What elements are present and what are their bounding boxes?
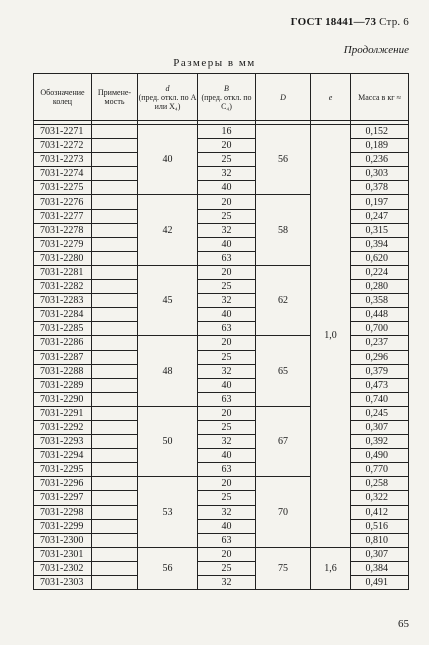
table-row	[34, 139, 409, 153]
ring-code-cell: 7031-2284	[34, 308, 92, 322]
mass-cell: 0,307	[351, 547, 409, 561]
header-b	[198, 74, 256, 121]
ring-code-cell: 7031-2286	[34, 336, 92, 350]
header-d	[138, 74, 198, 121]
application-cell	[92, 547, 138, 561]
ring-code-cell: 7031-2275	[34, 181, 92, 195]
application-cell	[92, 463, 138, 477]
ring-code-cell: 7031-2291	[34, 406, 92, 420]
application-cell	[92, 265, 138, 279]
mass-cell: 0,258	[351, 477, 409, 491]
application-cell	[92, 322, 138, 336]
d-cell: 42	[138, 195, 198, 265]
table-row	[34, 125, 409, 139]
b-cell: 20	[198, 477, 256, 491]
b-cell: 32	[198, 435, 256, 449]
table-row	[34, 336, 409, 350]
D-cell: 65	[256, 336, 311, 406]
b-cell: 20	[198, 195, 256, 209]
table-row	[34, 251, 409, 265]
application-cell	[92, 308, 138, 322]
ring-code-cell: 7031-2302	[34, 561, 92, 575]
D-cell: 67	[256, 406, 311, 476]
table-row	[34, 294, 409, 308]
application-cell	[92, 392, 138, 406]
application-cell	[92, 125, 138, 139]
b-cell: 32	[198, 167, 256, 181]
application-cell	[92, 491, 138, 505]
table-row	[34, 547, 409, 561]
ring-code-cell: 7031-2278	[34, 223, 92, 237]
header-code: Обозначение колец	[34, 74, 92, 121]
mass-cell: 0,491	[351, 576, 409, 590]
D-cell: 62	[256, 265, 311, 335]
b-cell: 20	[198, 139, 256, 153]
standard-number: ГОСТ 18441—73	[290, 16, 377, 28]
table-row	[34, 195, 409, 209]
b-cell: 40	[198, 181, 256, 195]
header-D-symbol: D	[280, 92, 286, 102]
application-cell	[92, 167, 138, 181]
b-cell: 40	[198, 237, 256, 251]
table-row	[34, 420, 409, 434]
mass-cell: 0,237	[351, 336, 409, 350]
page-ref: Стр. 6	[379, 16, 409, 28]
table-row	[34, 322, 409, 336]
application-cell	[92, 477, 138, 491]
page-header	[291, 16, 409, 28]
d-cell: 56	[138, 547, 198, 589]
b-cell: 20	[198, 265, 256, 279]
b-cell: 40	[198, 519, 256, 533]
b-cell: 25	[198, 153, 256, 167]
table-row	[34, 167, 409, 181]
ring-code-cell: 7031-2300	[34, 533, 92, 547]
ring-code-cell: 7031-2271	[34, 125, 92, 139]
ring-code-cell: 7031-2272	[34, 139, 92, 153]
mass-cell: 0,516	[351, 519, 409, 533]
page-number: 65	[398, 618, 409, 630]
ring-code-cell: 7031-2303	[34, 576, 92, 590]
table-row	[34, 378, 409, 392]
ring-code-cell: 7031-2279	[34, 237, 92, 251]
application-cell	[92, 223, 138, 237]
mass-cell: 0,247	[351, 209, 409, 223]
table-row	[34, 280, 409, 294]
mass-cell: 0,740	[351, 392, 409, 406]
b-cell: 63	[198, 533, 256, 547]
ring-code-cell: 7031-2273	[34, 153, 92, 167]
d-cell: 45	[138, 265, 198, 335]
mass-cell: 0,379	[351, 364, 409, 378]
mass-cell: 0,384	[351, 561, 409, 575]
mass-cell: 0,770	[351, 463, 409, 477]
b-cell: 63	[198, 392, 256, 406]
mass-cell: 0,473	[351, 378, 409, 392]
header-b-note: (пред. откл. по C₄)	[201, 92, 252, 111]
header-d-symbol: d	[165, 83, 170, 93]
b-cell: 32	[198, 364, 256, 378]
application-cell	[92, 364, 138, 378]
mass-cell: 0,490	[351, 449, 409, 463]
e-cell: 1,0	[311, 125, 351, 548]
mass-cell: 0,152	[351, 125, 409, 139]
ring-code-cell: 7031-2290	[34, 392, 92, 406]
application-cell	[92, 519, 138, 533]
b-cell: 32	[198, 223, 256, 237]
table-body	[34, 121, 409, 590]
application-cell	[92, 251, 138, 265]
table-row	[34, 265, 409, 279]
mass-cell: 0,307	[351, 420, 409, 434]
ring-code-cell: 7031-2280	[34, 251, 92, 265]
ring-code-cell: 7031-2299	[34, 519, 92, 533]
mass-cell: 0,620	[351, 251, 409, 265]
b-cell: 25	[198, 209, 256, 223]
ring-code-cell: 7031-2282	[34, 280, 92, 294]
b-cell: 63	[198, 322, 256, 336]
table-row	[34, 350, 409, 364]
application-cell	[92, 350, 138, 364]
mass-cell: 0,189	[351, 139, 409, 153]
table-row	[34, 181, 409, 195]
b-cell: 32	[198, 505, 256, 519]
b-cell: 32	[198, 576, 256, 590]
table-row	[34, 364, 409, 378]
application-cell	[92, 561, 138, 575]
table-row	[34, 561, 409, 575]
mass-cell: 0,280	[351, 280, 409, 294]
continuation-label: Продолжение	[343, 44, 409, 56]
table-row	[34, 576, 409, 590]
table-row	[34, 209, 409, 223]
table-row	[34, 505, 409, 519]
b-cell: 40	[198, 378, 256, 392]
ring-code-cell: 7031-2285	[34, 322, 92, 336]
mass-cell: 0,448	[351, 308, 409, 322]
ring-code-cell: 7031-2295	[34, 463, 92, 477]
mass-cell: 0,378	[351, 181, 409, 195]
application-cell	[92, 420, 138, 434]
application-cell	[92, 209, 138, 223]
application-cell	[92, 406, 138, 420]
table-row	[34, 435, 409, 449]
d-cell: 53	[138, 477, 198, 547]
application-cell	[92, 505, 138, 519]
ring-code-cell: 7031-2301	[34, 547, 92, 561]
application-cell	[92, 533, 138, 547]
header-e	[311, 74, 351, 121]
ring-code-cell: 7031-2288	[34, 364, 92, 378]
mass-cell: 0,810	[351, 533, 409, 547]
D-cell: 70	[256, 477, 311, 547]
header-e-symbol: e	[328, 92, 333, 102]
mass-cell: 0,700	[351, 322, 409, 336]
table-row	[34, 463, 409, 477]
application-cell	[92, 153, 138, 167]
b-cell: 25	[198, 561, 256, 575]
ring-code-cell: 7031-2276	[34, 195, 92, 209]
mass-cell: 0,197	[351, 195, 409, 209]
ring-code-cell: 7031-2281	[34, 265, 92, 279]
D-cell: 56	[256, 125, 311, 195]
application-cell	[92, 336, 138, 350]
application-cell	[92, 237, 138, 251]
table-row	[34, 519, 409, 533]
table-row	[34, 237, 409, 251]
ring-code-cell: 7031-2274	[34, 167, 92, 181]
d-cell: 40	[138, 125, 198, 195]
mass-cell: 0,296	[351, 350, 409, 364]
application-cell	[92, 435, 138, 449]
mass-cell: 0,392	[351, 435, 409, 449]
table-row	[34, 406, 409, 420]
d-cell: 50	[138, 406, 198, 476]
table-header-row	[34, 74, 409, 121]
header-mass: Масса в кг ≈	[351, 74, 409, 121]
application-cell	[92, 195, 138, 209]
ring-code-cell: 7031-2292	[34, 420, 92, 434]
mass-cell: 0,315	[351, 223, 409, 237]
application-cell	[92, 280, 138, 294]
table-row	[34, 308, 409, 322]
header-b-symbol: B	[224, 83, 229, 93]
ring-code-cell: 7031-2287	[34, 350, 92, 364]
mass-cell: 0,303	[351, 167, 409, 181]
application-cell	[92, 449, 138, 463]
d-cell: 48	[138, 336, 198, 406]
ring-code-cell: 7031-2283	[34, 294, 92, 308]
b-cell: 16	[198, 125, 256, 139]
mass-cell: 0,394	[351, 237, 409, 251]
table-title: Размеры в мм	[173, 57, 256, 69]
table-row	[34, 449, 409, 463]
b-cell: 25	[198, 280, 256, 294]
application-cell	[92, 294, 138, 308]
ring-code-cell: 7031-2293	[34, 435, 92, 449]
ring-code-cell: 7031-2289	[34, 378, 92, 392]
application-cell	[92, 139, 138, 153]
ring-code-cell: 7031-2294	[34, 449, 92, 463]
table-row	[34, 491, 409, 505]
header-D	[256, 74, 311, 121]
b-cell: 63	[198, 251, 256, 265]
ring-code-cell: 7031-2296	[34, 477, 92, 491]
table-row	[34, 392, 409, 406]
mass-cell: 0,236	[351, 153, 409, 167]
b-cell: 63	[198, 463, 256, 477]
b-cell: 25	[198, 491, 256, 505]
b-cell: 40	[198, 449, 256, 463]
mass-cell: 0,322	[351, 491, 409, 505]
e-cell: 1,6	[311, 547, 351, 589]
b-cell: 20	[198, 406, 256, 420]
mass-cell: 0,358	[351, 294, 409, 308]
mass-cell: 0,245	[351, 406, 409, 420]
b-cell: 20	[198, 547, 256, 561]
rings-table	[33, 73, 409, 590]
table-row	[34, 153, 409, 167]
b-cell: 20	[198, 336, 256, 350]
table-row	[34, 223, 409, 237]
D-cell: 75	[256, 547, 311, 589]
mass-cell: 0,224	[351, 265, 409, 279]
b-cell: 25	[198, 350, 256, 364]
header-d-note: (пред. откл. по A или X₄)	[138, 92, 197, 111]
b-cell: 25	[198, 420, 256, 434]
ring-code-cell: 7031-2277	[34, 209, 92, 223]
table-row	[34, 533, 409, 547]
ring-code-cell: 7031-2297	[34, 491, 92, 505]
ring-code-cell: 7031-2298	[34, 505, 92, 519]
D-cell: 58	[256, 195, 311, 265]
application-cell	[92, 576, 138, 590]
header-application: Примене- мость	[92, 74, 138, 121]
b-cell: 32	[198, 294, 256, 308]
application-cell	[92, 378, 138, 392]
b-cell: 40	[198, 308, 256, 322]
mass-cell: 0,412	[351, 505, 409, 519]
table-row	[34, 477, 409, 491]
application-cell	[92, 181, 138, 195]
